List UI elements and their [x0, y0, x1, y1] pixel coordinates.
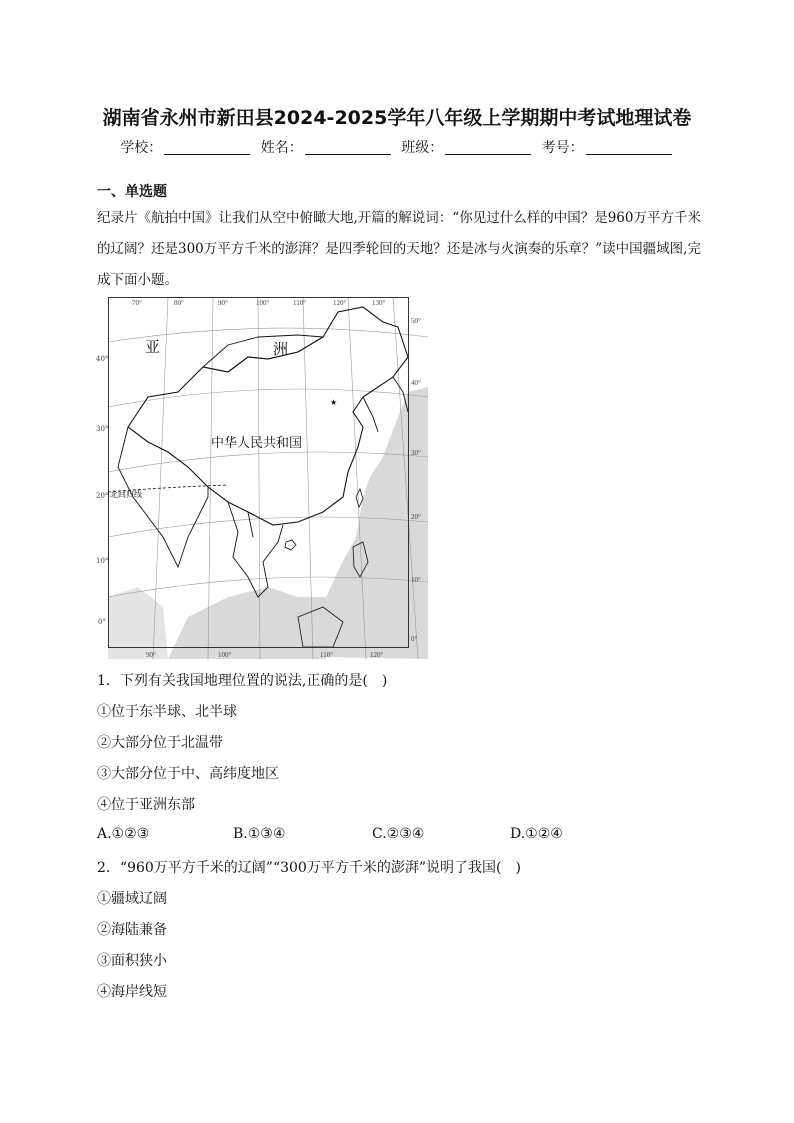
svg-text:80°: 80°: [174, 299, 184, 307]
lat-label-30: 30°: [96, 425, 109, 433]
lat-label-0: 0°: [98, 618, 106, 626]
map-label-zhou: 洲: [273, 341, 289, 358]
section-heading: 一、单选题: [97, 184, 167, 200]
q2-stem: 2．“960万平方千米的辽阔”“300万平方千米的澎湃”说明了我国( ): [97, 860, 521, 876]
svg-text:50°: 50°: [411, 317, 421, 325]
number-blank[interactable]: [586, 140, 672, 155]
q1-item-2: ②大部分位于北温带: [97, 735, 223, 751]
svg-text:100°: 100°: [218, 651, 232, 659]
svg-text:90°: 90°: [218, 299, 228, 307]
number-label: 考号：: [541, 140, 584, 156]
svg-text:120°: 120°: [370, 651, 384, 659]
student-info-row: [0, 137, 794, 157]
west-sea-area: [108, 587, 168, 659]
svg-text:70°: 70°: [132, 299, 142, 307]
svg-text:130°: 130°: [372, 299, 386, 307]
svg-text:20°: 20°: [411, 513, 421, 521]
capital-star-icon: ★: [330, 398, 338, 407]
exam-title: 湖南省永州市新田县2024-2025学年八年级上学期期中考试地理试卷: [102, 107, 692, 129]
svg-text:0°: 0°: [411, 635, 418, 643]
svg-text:110°: 110°: [320, 651, 334, 659]
map-label-ya: 亚: [145, 339, 161, 356]
svg-text:90°: 90°: [146, 651, 156, 659]
intro-paragraph: 纪录片《航拍中国》让我们从空中俯瞰大地,开篇的解说词：“你见过什么样的中国？是960万平方千米的辽阔？还是300万平方千米的澎湃？是四季轮回的天地？还是冰与火演奏的乐章？”读中国疆域图,完成下面小题。: [97, 210, 701, 288]
q1-item-3: ③大部分位于中、高纬度地区: [97, 766, 279, 782]
q1-option-a[interactable]: A.①②③: [97, 826, 150, 842]
q1-item-1: ①位于东半球、北半球: [97, 704, 237, 720]
class-label: 班级：: [401, 140, 444, 156]
south-sea-area: [168, 587, 326, 659]
svg-text:120°: 120°: [333, 299, 347, 307]
q2-item-2: ②海陆兼备: [97, 922, 167, 938]
q1-option-d[interactable]: D.①②④: [510, 826, 563, 842]
q2-item-4: ④海岸线短: [97, 984, 167, 1000]
svg-text:40°: 40°: [411, 379, 421, 387]
hainan-island: [285, 540, 296, 550]
map-label-country: 中华人民共和国: [211, 435, 303, 450]
map-label-tropic: 北回归线: [110, 490, 142, 499]
q2-item-1: ①疆域辽阔: [97, 891, 167, 907]
lat-label-40: 40°: [96, 355, 109, 363]
q1-option-c[interactable]: C.②③④: [372, 826, 425, 842]
q1-option-b[interactable]: B.①③④: [233, 826, 286, 842]
q2-item-3: ③面积狭小: [97, 953, 167, 969]
school-blank[interactable]: [164, 140, 250, 155]
q1-stem: 1．下列有关我国地理位置的说法,正确的是( ): [97, 673, 388, 689]
school-label: 学校：: [120, 140, 163, 156]
svg-text:10°: 10°: [411, 576, 421, 584]
q1-item-4: ④位于亚洲东部: [97, 797, 195, 813]
svg-text:100°: 100°: [256, 299, 270, 307]
svg-text:110°: 110°: [293, 299, 307, 307]
lat-label-20: 20°: [96, 492, 109, 500]
class-blank[interactable]: [445, 140, 531, 155]
top-longitude-labels: [132, 299, 386, 307]
svg-text:30°: 30°: [411, 449, 421, 457]
name-blank[interactable]: [305, 140, 391, 155]
china-territory-map: [108, 297, 428, 659]
name-label: 姓名：: [260, 140, 303, 156]
lat-label-10: 10°: [96, 557, 109, 565]
